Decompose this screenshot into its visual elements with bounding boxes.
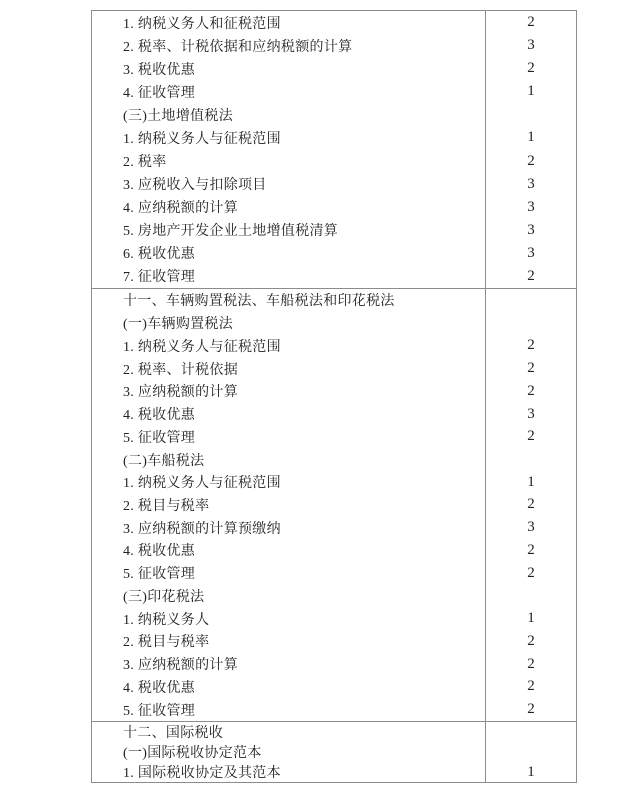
row-label: 4. 税收优惠 (123, 544, 196, 560)
table-row (92, 289, 576, 312)
row-label: 1. 纳税义务人与征税范围 (123, 131, 281, 147)
table-row (92, 607, 576, 630)
row-value: 2 (485, 265, 576, 288)
row-value: 2 (485, 562, 576, 585)
table-row (92, 334, 576, 357)
row-value: 3 (485, 242, 576, 265)
table-row (92, 265, 576, 288)
row-value: 3 (485, 219, 576, 242)
table-row (92, 173, 576, 196)
table-row (92, 585, 576, 608)
row-value: 2 (485, 334, 576, 357)
row-label: 4. 税收优惠 (123, 408, 196, 424)
row-value: 2 (485, 539, 576, 562)
row-value: 3 (485, 196, 576, 219)
table-row (92, 742, 576, 762)
row-value: 2 (485, 380, 576, 403)
table-row (92, 630, 576, 653)
row-value (485, 312, 576, 335)
table-row (92, 103, 576, 126)
row-label: 3. 应纳税额的计算预缴纳 (123, 521, 281, 537)
table-row (92, 380, 576, 403)
row-value: 2 (485, 675, 576, 698)
table-row (92, 34, 576, 57)
table-row (92, 471, 576, 494)
row-value: 3 (485, 34, 576, 57)
row-label: 5. 征收管理 (123, 567, 196, 583)
row-label: 2. 税率、计税依据和应纳税额的计算 (123, 39, 353, 55)
row-value: 2 (485, 149, 576, 172)
toc-table (91, 10, 577, 783)
table-row (92, 539, 576, 562)
row-value (485, 448, 576, 471)
row-label: (三)印花税法 (123, 589, 205, 605)
table-row (92, 149, 576, 172)
table-row (92, 675, 576, 698)
row-value: 2 (485, 425, 576, 448)
table-row (92, 312, 576, 335)
row-value: 1 (485, 471, 576, 494)
table-row (92, 516, 576, 539)
table-row (92, 448, 576, 471)
row-value: 2 (485, 698, 576, 721)
row-label: 7. 征收管理 (123, 270, 196, 286)
row-label: 6. 税收优惠 (123, 247, 196, 263)
row-label: 1. 纳税义务人与征税范围 (123, 476, 281, 492)
row-value: 3 (485, 516, 576, 539)
row-value: 1 (485, 80, 576, 103)
row-value: 1 (485, 607, 576, 630)
table-row (92, 722, 576, 742)
table-row (92, 196, 576, 219)
row-value (485, 722, 576, 742)
row-value: 1 (485, 126, 576, 149)
row-label: 2. 税率、计税依据 (123, 362, 238, 378)
table-row (92, 762, 576, 782)
row-label: 十二、国际税收 (123, 726, 224, 741)
table-row (92, 242, 576, 265)
row-label: 2. 税目与税率 (123, 635, 210, 651)
table-row (92, 403, 576, 426)
row-value: 2 (485, 494, 576, 517)
table-row (92, 57, 576, 80)
table-row (92, 80, 576, 103)
row-label: 5. 房地产开发企业土地增值税清算 (123, 224, 339, 240)
row-label: 3. 税收优惠 (123, 62, 196, 78)
table-row (92, 562, 576, 585)
table-row (92, 698, 576, 721)
table-section-1 (92, 11, 576, 288)
row-value: 3 (485, 403, 576, 426)
row-value: 3 (485, 173, 576, 196)
row-label: 5. 征收管理 (123, 703, 196, 719)
row-value: 2 (485, 630, 576, 653)
row-value: 2 (485, 11, 576, 34)
row-label: 1. 国际税收协定及其范本 (123, 766, 281, 781)
row-label: 1. 纳税义务人和征税范围 (123, 16, 281, 32)
table-section-2 (92, 288, 576, 721)
row-label: 3. 应纳税额的计算 (123, 658, 238, 674)
row-value (485, 103, 576, 126)
row-label: (二)车船税法 (123, 453, 205, 469)
row-label: 4. 征收管理 (123, 85, 196, 101)
row-value: 2 (485, 57, 576, 80)
row-label: 5. 征收管理 (123, 430, 196, 446)
table-row (92, 357, 576, 380)
row-label: 2. 税率 (123, 155, 167, 170)
row-label: 4. 税收优惠 (123, 680, 196, 696)
row-label: (一)车辆购置税法 (123, 317, 234, 333)
row-label: 1. 纳税义务人与征税范围 (123, 339, 281, 355)
table-row (92, 494, 576, 517)
row-value (485, 585, 576, 608)
row-label: (三)土地增值税法 (123, 108, 234, 124)
row-label: 1. 纳税义务人 (123, 612, 210, 628)
row-value (485, 742, 576, 762)
row-label: 2. 税目与税率 (123, 498, 210, 514)
row-label: 3. 应纳税额的计算 (123, 385, 238, 401)
row-label: 十一、车辆购置税法、车船税法和印花税法 (123, 294, 395, 310)
row-value: 1 (485, 762, 576, 782)
table-row (92, 653, 576, 676)
table-row (92, 219, 576, 242)
row-value (485, 289, 576, 312)
table-section-3 (92, 721, 576, 782)
table-row (92, 11, 576, 34)
table-row (92, 126, 576, 149)
row-label: 3. 应税收入与扣除项目 (123, 178, 267, 194)
row-label: 4. 应纳税额的计算 (123, 201, 238, 217)
row-label: (一)国际税收协定范本 (123, 746, 262, 761)
table-row (92, 425, 576, 448)
row-value: 2 (485, 357, 576, 380)
row-value: 2 (485, 653, 576, 676)
